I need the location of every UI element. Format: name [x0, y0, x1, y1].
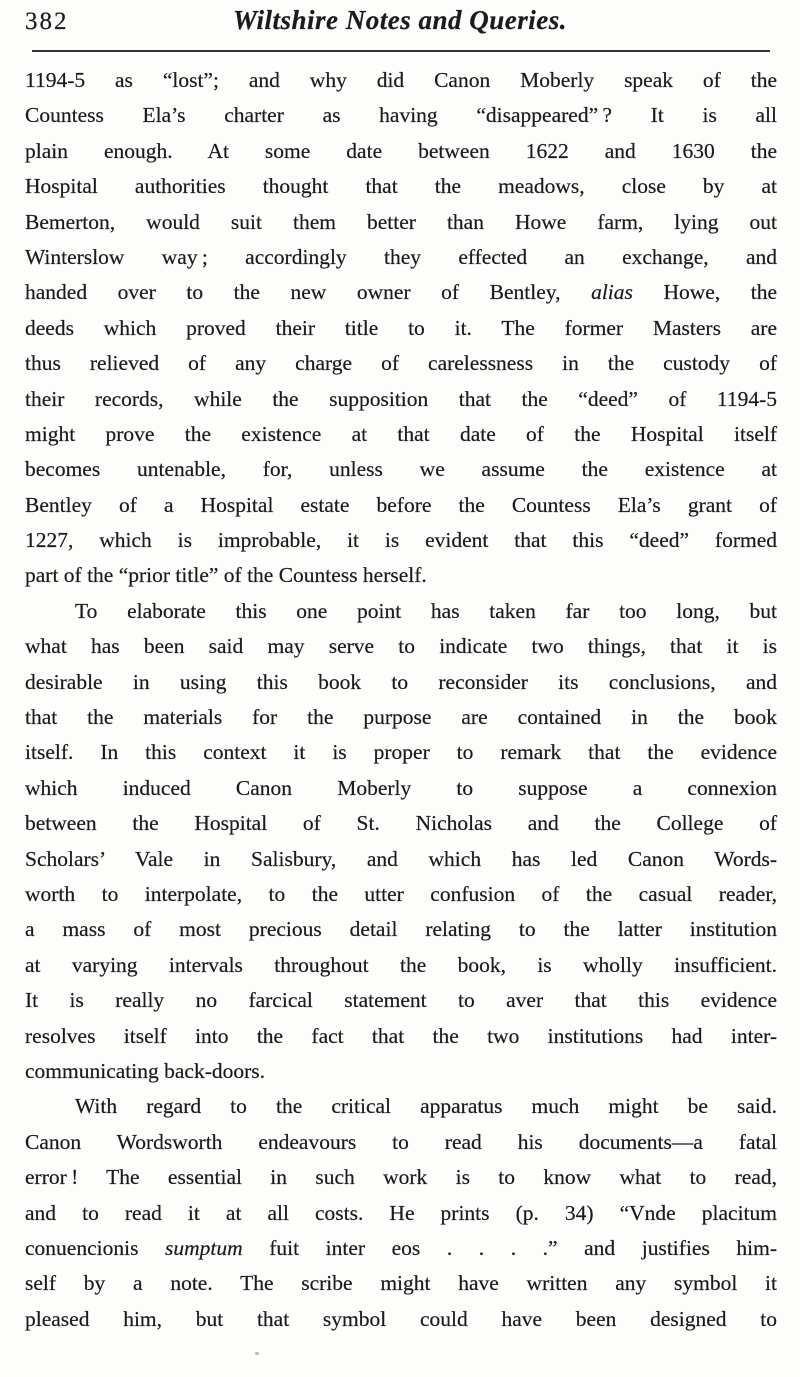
text-line: conuencionis sumptum fuit inter eos . . . .” and justifies him- [25, 1235, 777, 1260]
text-line: error ! The essential in such work is to know what to read, [25, 1165, 777, 1190]
text-block [25, 63, 777, 1337]
scan-artifact-dot [255, 1352, 259, 1355]
text-line: communicating back-doors. [25, 1058, 266, 1083]
text-line: thus relieved of any charge of carelessness in the custody of [25, 351, 777, 376]
text-line: resolves itself into the fact that the two institutions had inter- [25, 1023, 777, 1048]
text-line: that the materials for the purpose are contained in the book [25, 705, 777, 730]
running-title: Wiltshire Notes and Queries. [232, 5, 568, 35]
text-line: Canon Wordsworth endeavours to read his documents—a fatal [25, 1129, 777, 1154]
text-line: desirable in using this book to reconsider its conclusions, and [25, 669, 777, 694]
text-line: and to read it at all costs. He prints (p. 34) “Vnde placitum [25, 1200, 777, 1225]
text-line: which induced Canon Moberly to suppose a connexion [25, 775, 777, 800]
text-line: their records, while the supposition that the “deed” of 1194-5 [25, 386, 777, 411]
text-line: becomes untenable, for, unless we assume the existence at [25, 457, 777, 482]
text-line: Winterslow way ; accordingly they effected an exchange, and [25, 244, 777, 269]
text-line: Bemerton, would suit them better than Howe farm, lying out [25, 209, 777, 234]
text-line: With regard to the critical apparatus much might be said. [75, 1094, 777, 1119]
text-line: It is really no farcical statement to aver that this evidence [25, 988, 777, 1013]
text-line: pleased him, but that symbol could have been designed to [25, 1306, 777, 1331]
text-line: 1227, which is improbable, it is evident that this “deed” formed [25, 528, 777, 553]
text-line: deeds which proved their title to it. The former Masters are [25, 315, 777, 340]
text-line: itself. In this context it is proper to remark that the evidence [25, 740, 777, 765]
text-line: Hospital authorities thought that the meadows, close by at [25, 174, 777, 199]
text-line: Bentley of a Hospital estate before the Countess Ela’s grant of [25, 492, 777, 517]
text-line: Scholars’ Vale in Salisbury, and which has led Canon Words- [25, 846, 777, 871]
text-line: at varying intervals throughout the book, is wholly insufficient. [25, 952, 777, 977]
text-line: handed over to the new owner of Bentley, alias Howe, the [25, 280, 777, 305]
header-rule [32, 50, 770, 52]
text-line: between the Hospital of St. Nicholas and the College of [25, 811, 777, 836]
text-line: a mass of most precious detail relating to the latter institution [25, 917, 777, 942]
text-line: worth to interpolate, to the utter confusion of the casual reader, [25, 881, 777, 906]
text-line: self by a note. The scribe might have written any symbol it [25, 1271, 777, 1296]
text-line: To elaborate this one point has taken far too long, but [75, 598, 777, 623]
text-line: what has been said may serve to indicate two things, that it is [25, 634, 777, 659]
text-line: might prove the existence at that date of the Hospital itself [25, 421, 777, 446]
text-line: plain enough. At some date between 1622 and 1630 the [25, 138, 777, 163]
text-line: 1194-5 as “lost”; and why did Canon Moberly speak of the [25, 68, 777, 92]
text-line: Countess Ela’s charter as having “disappeared” ? It is all [25, 103, 777, 128]
text-line: part of the “prior title” of the Countess herself. [25, 563, 427, 588]
page-number: 382 [25, 8, 69, 35]
